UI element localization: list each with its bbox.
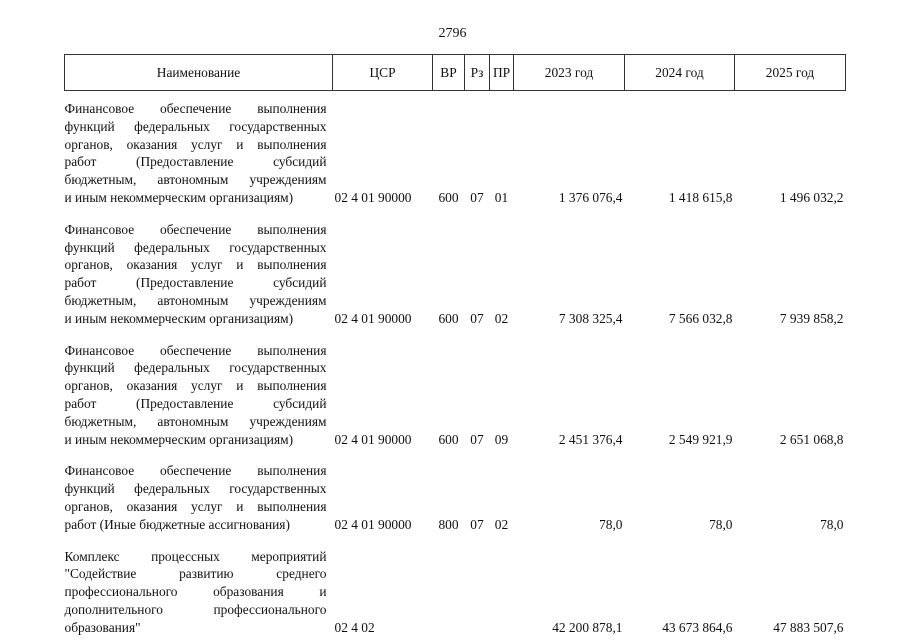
row-name-line: органов, оказания услуг и выполнения — [64, 378, 327, 394]
row-name-line: "Содействие развитию среднего — [64, 566, 327, 582]
row-name-line: органов, оказания услуг и выполнения — [64, 136, 327, 152]
row-name — [65, 221, 333, 342]
row-name-line: и иным некоммерческим организациям) — [64, 189, 294, 205]
row-name-line: профессионального образования и — [64, 584, 327, 600]
row-name-line: органов, оказания услуг и выполнения — [64, 498, 327, 514]
row-name-line: образования" — [64, 619, 141, 635]
row-rz: 07 — [470, 516, 484, 532]
row-name — [65, 462, 333, 547]
row-name-line: работ (Предоставление субсидий — [64, 275, 327, 291]
budget-table — [64, 54, 846, 643]
row-name-line: Финансовое обеспечение выполнения — [64, 101, 327, 116]
row-name-line: дополнительного профессионального — [64, 601, 327, 617]
row-csr: 02 4 01 90000 — [334, 310, 412, 326]
row-name-line: функций федеральных государственных — [64, 481, 327, 497]
row-pr: 02 — [494, 516, 509, 532]
row-name-line: Финансовое обеспечение выполнения — [64, 463, 327, 479]
row-vr: 600 — [438, 431, 459, 447]
row-csr: 02 4 02 — [334, 619, 375, 635]
table-row — [65, 91, 846, 221]
row-name — [65, 548, 333, 643]
header-2025: 2025 год — [735, 55, 846, 91]
row-csr: 02 4 01 90000 — [334, 516, 412, 532]
row-name-line: Финансовое обеспечение выполнения — [64, 221, 327, 237]
row-rz: 07 — [470, 310, 484, 326]
row-name-line: работ (Предоставление субсидий — [64, 395, 327, 411]
row-amount-2024: 43 673 864,6 — [662, 619, 733, 635]
row-name-line: функций федеральных государственных — [64, 239, 327, 255]
row-amount-2025: 1 496 032,2 — [779, 189, 844, 205]
row-vr: 800 — [438, 516, 459, 532]
row-name-line: работ (Иные бюджетные ассигнования) — [64, 516, 290, 532]
row-name-line: функций федеральных государственных — [64, 118, 327, 134]
row-pr: 02 — [494, 310, 509, 326]
row-rz — [465, 548, 490, 643]
header-pr: ПР — [490, 55, 514, 91]
table-body — [65, 91, 846, 643]
row-name-line: органов, оказания услуг и выполнения — [64, 257, 327, 273]
row-name — [65, 91, 333, 221]
row-amount-2025: 7 939 858,2 — [779, 310, 844, 326]
row-amount-2025: 2 651 068,8 — [779, 431, 844, 447]
header-rz: Рз — [465, 55, 490, 91]
row-name-line: Комплекс процессных мероприятий — [64, 548, 327, 564]
row-csr: 02 4 01 90000 — [334, 189, 412, 205]
table-row — [65, 548, 846, 643]
table-row — [65, 342, 846, 463]
page-number: 2796 — [438, 26, 467, 41]
row-name-line: бюджетным, автономным учреждениям — [64, 413, 327, 429]
row-rz: 07 — [470, 431, 484, 447]
row-amount-2025: 47 883 507,6 — [773, 619, 844, 635]
table-row — [65, 462, 846, 547]
row-amount-2024: 7 566 032,8 — [668, 310, 733, 326]
header-2023: 2023 год — [514, 55, 625, 91]
row-amount-2023: 2 451 376,4 — [558, 431, 623, 447]
row-amount-2023: 1 376 076,4 — [558, 189, 623, 205]
row-pr — [490, 548, 514, 643]
row-amount-2025: 78,0 — [820, 516, 844, 532]
row-amount-2023: 7 308 325,4 — [558, 310, 623, 326]
row-vr — [433, 548, 465, 643]
header-csr: ЦСР — [333, 55, 433, 91]
row-name-line: и иным некоммерческим организациям) — [64, 310, 294, 326]
row-rz: 07 — [470, 189, 484, 205]
row-name-line: и иным некоммерческим организациям) — [64, 431, 294, 447]
row-name-line: бюджетным, автономным учреждениям — [64, 172, 327, 188]
row-csr: 02 4 01 90000 — [334, 431, 412, 447]
row-name-line: Финансовое обеспечение выполнения — [64, 342, 327, 358]
row-amount-2024: 2 549 921,9 — [668, 431, 733, 447]
header-name: Наименование — [65, 55, 333, 91]
row-name-line: бюджетным, автономным учреждениям — [64, 292, 327, 308]
header-2024: 2024 год — [625, 55, 735, 91]
row-name — [65, 342, 333, 463]
row-amount-2024: 1 418 615,8 — [668, 189, 733, 205]
row-amount-2024: 78,0 — [709, 516, 733, 532]
row-name-line: функций федеральных государственных — [64, 360, 327, 376]
row-amount-2023: 78,0 — [599, 516, 623, 532]
row-vr: 600 — [438, 310, 459, 326]
row-vr: 600 — [438, 189, 459, 205]
header-vr: ВР — [433, 55, 465, 91]
row-amount-2023: 42 200 878,1 — [552, 619, 623, 635]
row-pr: 01 — [494, 189, 509, 205]
row-name-line: работ (Предоставление субсидий — [64, 154, 327, 170]
table-header-row — [65, 55, 846, 91]
table-row — [65, 221, 846, 342]
row-pr: 09 — [494, 431, 509, 447]
